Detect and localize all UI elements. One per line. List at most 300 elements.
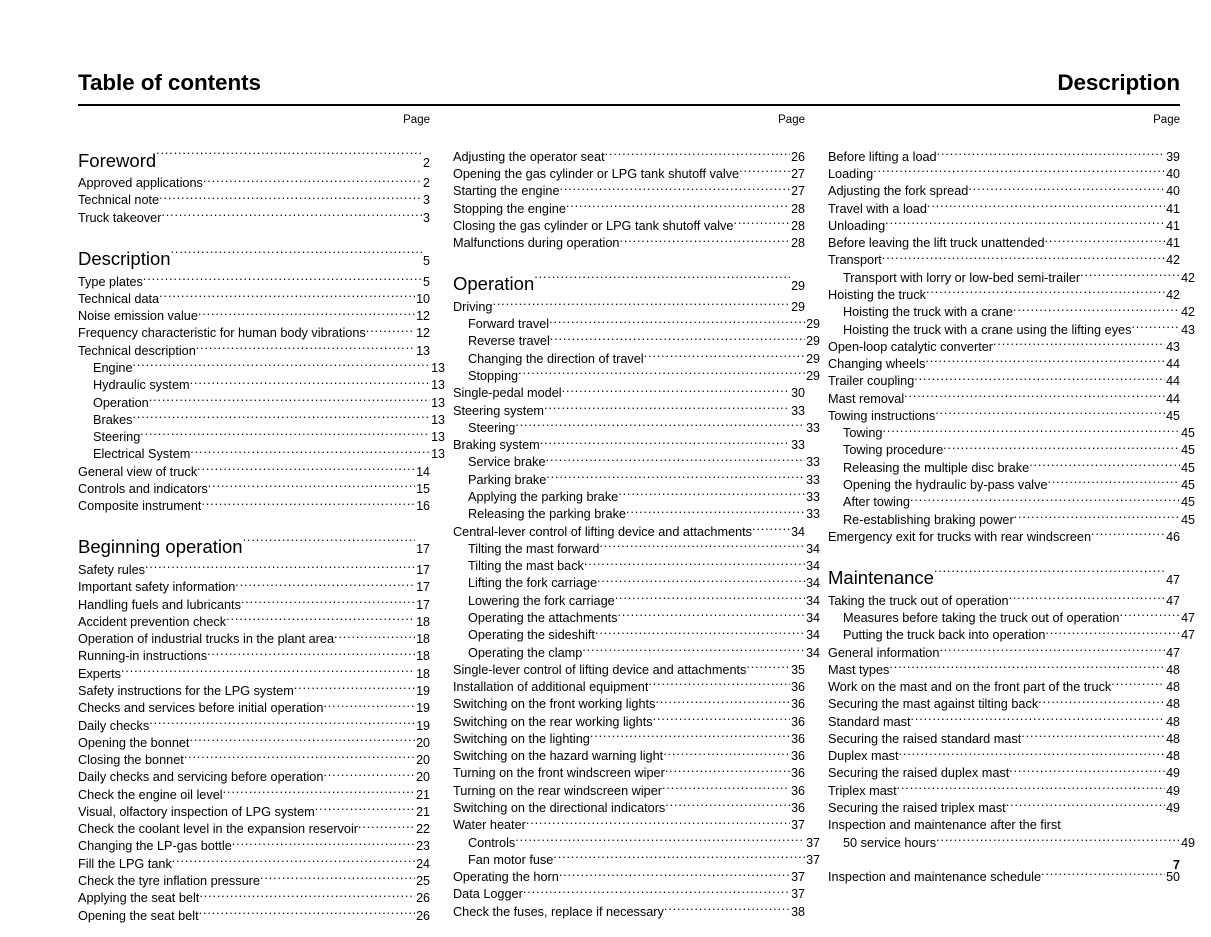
toc-entry[interactable] xyxy=(78,682,430,699)
toc-entry-label: Checks and services before initial operation xyxy=(78,701,324,716)
dot-leader xyxy=(664,903,790,916)
toc-entry-label: Driving xyxy=(453,299,493,314)
toc-entry[interactable] xyxy=(453,217,805,234)
toc-entry-label: After towing xyxy=(843,495,910,510)
toc-entry[interactable] xyxy=(828,459,1195,476)
toc-entry[interactable] xyxy=(78,377,445,394)
toc-entry[interactable] xyxy=(78,175,430,192)
toc-entry-page-number: 29 xyxy=(806,317,820,332)
toc-entry-label: Tilting the mast back xyxy=(468,559,584,574)
toc-entry[interactable] xyxy=(453,782,805,799)
toc-entry-page-number: 33 xyxy=(806,507,820,522)
dot-leader xyxy=(534,272,790,291)
toc-entry[interactable] xyxy=(78,872,430,889)
toc-entry[interactable] xyxy=(78,579,430,596)
toc-entry-label: Installation of additional equipment xyxy=(453,680,649,695)
toc-entry[interactable] xyxy=(828,782,1180,799)
toc-entry-label: Turning on the front windscreen wiper xyxy=(453,766,665,781)
toc-entry[interactable] xyxy=(453,851,820,868)
toc-entry-page-number: 43 xyxy=(1181,322,1195,337)
toc-entry[interactable] xyxy=(453,385,805,402)
dot-leader xyxy=(926,286,1165,299)
toc-entry[interactable] xyxy=(828,442,1195,459)
toc-entry-page-number: 13 xyxy=(431,360,445,375)
toc-entry[interactable] xyxy=(828,338,1180,355)
toc-entry[interactable] xyxy=(828,407,1180,424)
toc-entry[interactable] xyxy=(453,817,805,834)
toc-entry[interactable] xyxy=(453,834,820,851)
toc-entry-label: Adjusting the operator seat xyxy=(453,149,605,164)
toc-entry[interactable] xyxy=(453,298,805,315)
toc-entry-label: Opening the hydraulic by-pass valve xyxy=(843,478,1048,493)
toc-entry[interactable] xyxy=(828,748,1180,765)
dot-leader xyxy=(526,817,790,830)
toc-entry[interactable] xyxy=(828,373,1180,390)
toc-entry-label: Before leaving the lift truck unattended xyxy=(828,236,1045,251)
toc-entry-label: Securing the raised duplex mast xyxy=(828,766,1010,781)
toc-entry-label: Maintenance xyxy=(828,566,934,588)
toc-entry-page-number: 36 xyxy=(791,801,805,816)
dot-leader xyxy=(1029,459,1180,472)
toc-entry-page-number: 45 xyxy=(1181,443,1195,458)
toc-entry[interactable] xyxy=(78,751,430,768)
toc-entry[interactable] xyxy=(828,834,1195,851)
toc-entry[interactable] xyxy=(78,480,430,497)
toc-entry[interactable] xyxy=(453,644,820,661)
toc-entry[interactable] xyxy=(78,855,430,872)
toc-entry-page-number: 27 xyxy=(791,184,805,199)
dot-leader xyxy=(653,713,791,726)
toc-entry[interactable] xyxy=(78,411,445,428)
toc-entry[interactable] xyxy=(453,575,820,592)
toc-entry-page-number: 49 xyxy=(1166,783,1180,798)
toc-entry-page-number: 37 xyxy=(806,852,820,867)
toc-entry-label: Opening the gas cylinder or LPG tank shutoff valve xyxy=(453,166,740,181)
dot-leader xyxy=(1009,592,1166,605)
toc-entry-label: Technical note xyxy=(78,193,160,208)
toc-entry[interactable] xyxy=(828,661,1180,678)
toc-entry[interactable] xyxy=(78,192,430,209)
toc-entry-page-number: 33 xyxy=(791,438,805,453)
footer-page-number: 7 xyxy=(1173,858,1180,872)
toc-entry[interactable] xyxy=(453,592,820,609)
toc-entry-label: Operating the horn xyxy=(453,870,559,885)
toc-entry-label: Safety rules xyxy=(78,562,145,577)
dot-leader xyxy=(172,855,415,868)
dot-leader xyxy=(549,315,805,328)
toc-entry[interactable] xyxy=(78,359,445,376)
toc-section-entry[interactable] xyxy=(78,246,430,273)
toc-entry[interactable] xyxy=(453,661,805,678)
toc-entry-page-number: 27 xyxy=(791,166,805,181)
toc-entry[interactable] xyxy=(453,200,805,217)
toc-entry-page-number: 33 xyxy=(791,403,805,418)
toc-entry[interactable] xyxy=(78,648,430,665)
toc-entry-page-number: 28 xyxy=(791,236,805,251)
toc-entry[interactable] xyxy=(78,463,430,480)
toc-entry-page-number: 29 xyxy=(806,334,820,349)
toc-entry[interactable] xyxy=(78,446,445,463)
toc-entry[interactable] xyxy=(453,506,820,523)
toc-entry[interactable] xyxy=(828,165,1180,182)
dot-leader xyxy=(243,535,416,554)
toc-entry[interactable] xyxy=(828,765,1180,782)
toc-entry-page-number: 37 xyxy=(791,870,805,885)
toc-entry-label: Check the fuses, replace if necessary xyxy=(453,904,664,919)
dot-leader xyxy=(149,394,430,407)
toc-entry-label: Check the coolant level in the expansion reservoir xyxy=(78,822,358,837)
dot-leader xyxy=(540,436,790,449)
toc-entry[interactable] xyxy=(828,696,1180,713)
toc-entry[interactable] xyxy=(828,494,1195,511)
toc-entry-label: Steering xyxy=(468,420,516,435)
toc-entry-page-number: 41 xyxy=(1166,236,1180,251)
toc-entry-page-number: 14 xyxy=(416,464,430,479)
toc-entry-label: Braking system xyxy=(453,438,540,453)
toc-entry[interactable] xyxy=(453,903,805,920)
toc-entry[interactable] xyxy=(78,342,430,359)
toc-entry[interactable] xyxy=(78,596,430,613)
page-column-label: Page xyxy=(1153,114,1180,126)
toc-entry-label: Emergency exit for trucks with rear windscreen xyxy=(828,529,1092,544)
toc-entry-page-number: 12 xyxy=(416,309,430,324)
toc-entry-label: Starting the engine xyxy=(453,184,560,199)
toc-entry[interactable] xyxy=(453,367,820,384)
toc-entry-page-number: 46 xyxy=(1166,529,1180,544)
toc-entry-page-number: 38 xyxy=(791,904,805,919)
toc-entry[interactable] xyxy=(828,217,1180,234)
toc-entry-page-number: 42 xyxy=(1181,270,1195,285)
toc-entry[interactable] xyxy=(453,350,820,367)
toc-entry[interactable] xyxy=(828,355,1180,372)
dot-leader xyxy=(1045,627,1180,640)
dot-leader xyxy=(993,338,1165,351)
dot-leader xyxy=(733,217,790,230)
toc-entry-page-number: 34 xyxy=(806,645,820,660)
toc-entry-page-number: 18 xyxy=(416,632,430,647)
toc-entry[interactable] xyxy=(828,528,1180,545)
toc-entry-label: Engine xyxy=(93,360,133,375)
toc-entry[interactable] xyxy=(828,234,1180,251)
toc-entry[interactable] xyxy=(78,907,430,924)
toc-entry-label: Open-loop catalytic converter xyxy=(828,339,994,354)
toc-entry[interactable] xyxy=(828,592,1180,609)
toc-entry[interactable] xyxy=(453,868,805,885)
toc-entry-page-number: 20 xyxy=(416,770,430,785)
toc-entry-page-number: 17 xyxy=(416,597,430,612)
toc-entry-label: Central-lever control of lifting device and attachments xyxy=(453,524,753,539)
toc-columns xyxy=(78,113,1195,924)
toc-entry-label: Frequency characteristic for human body vibrations xyxy=(78,326,366,341)
toc-entry[interactable] xyxy=(453,557,820,574)
toc-entry[interactable] xyxy=(828,644,1180,661)
toc-entry[interactable] xyxy=(828,321,1195,338)
toc-entry[interactable] xyxy=(453,234,805,251)
dot-leader xyxy=(1038,696,1165,709)
toc-entry-label: Foreword xyxy=(78,149,157,171)
page-column-label: Page xyxy=(778,114,805,126)
toc-entry-page-number: 26 xyxy=(791,149,805,164)
toc-entry-label: Hoisting the truck with a crane using the lifting eyes xyxy=(843,322,1132,337)
page-column-label: Page xyxy=(403,114,430,126)
toc-entry[interactable] xyxy=(78,821,430,838)
toc-entry-label: Closing the bonnet xyxy=(78,753,184,768)
toc-section-entry[interactable] xyxy=(78,535,430,562)
dot-leader xyxy=(566,200,790,213)
dot-leader xyxy=(597,575,805,588)
toc-entry[interactable] xyxy=(828,425,1195,442)
dot-leader xyxy=(546,471,805,484)
dot-leader xyxy=(936,834,1180,847)
toc-entry[interactable] xyxy=(828,730,1180,747)
dot-leader xyxy=(1021,730,1165,743)
toc-entry[interactable] xyxy=(453,471,820,488)
dot-leader xyxy=(323,700,415,713)
toc-entry[interactable] xyxy=(453,696,805,713)
toc-entry-page-number: 13 xyxy=(431,412,445,427)
toc-entry[interactable] xyxy=(78,717,430,734)
toc-entry-page-number: 17 xyxy=(416,542,430,557)
header-divider xyxy=(78,104,1180,106)
toc-entry[interactable] xyxy=(828,390,1180,407)
toc-entry[interactable] xyxy=(453,540,820,557)
toc-entry-page-number: 48 xyxy=(1166,697,1180,712)
toc-entry[interactable] xyxy=(453,627,820,644)
toc-entry[interactable] xyxy=(453,315,820,332)
toc-entry-label: Forward travel xyxy=(468,317,550,332)
toc-entry[interactable] xyxy=(78,700,430,717)
toc-entry-label: Controls xyxy=(468,835,516,850)
toc-entry[interactable] xyxy=(828,713,1180,730)
toc-entry-label: Malfunctions during operation xyxy=(453,236,620,251)
toc-entry[interactable] xyxy=(828,269,1195,286)
toc-entry[interactable] xyxy=(828,286,1180,303)
toc-entry[interactable] xyxy=(78,307,430,324)
dot-leader xyxy=(939,644,1165,657)
toc-entry[interactable] xyxy=(453,523,805,540)
dot-leader xyxy=(203,175,422,188)
toc-entry-page-number: 50 xyxy=(1166,869,1180,884)
toc-entry-label: Standard mast xyxy=(828,714,911,729)
toc-entry[interactable] xyxy=(828,609,1195,626)
toc-entry-label: Safety instructions for the LPG system xyxy=(78,683,294,698)
toc-entry[interactable] xyxy=(453,333,820,350)
toc-entry[interactable] xyxy=(828,511,1195,528)
toc-entry-page-number: 40 xyxy=(1166,184,1180,199)
toc-entry[interactable] xyxy=(78,394,445,411)
toc-entry-page-number: 36 xyxy=(791,766,805,781)
toc-entry-page-number: 49 xyxy=(1166,766,1180,781)
dot-leader xyxy=(935,407,1165,420)
dot-leader xyxy=(927,200,1165,213)
toc-entry-page-number: 44 xyxy=(1166,391,1180,406)
dot-leader xyxy=(665,799,790,812)
toc-entry[interactable] xyxy=(78,803,430,820)
toc-entry[interactable] xyxy=(453,748,805,765)
toc-entry[interactable] xyxy=(828,817,1180,834)
toc-entry-page-number: 41 xyxy=(1166,201,1180,216)
toc-entry-page-number: 45 xyxy=(1181,478,1195,493)
toc-entry-page-number: 18 xyxy=(416,614,430,629)
toc-entry-label: Steering xyxy=(93,430,141,445)
toc-entry[interactable] xyxy=(453,402,805,419)
toc-entry-page-number: 29 xyxy=(791,299,805,314)
toc-entry-page-number: 19 xyxy=(416,718,430,733)
toc-entry[interactable] xyxy=(78,290,430,307)
toc-entry-label: Handling fuels and lubricants xyxy=(78,597,241,612)
toc-entry-label: Applying the parking brake xyxy=(468,489,619,504)
toc-entry-label: Transport with lorry or low-bed semi-trailer xyxy=(843,270,1081,285)
dot-leader xyxy=(560,183,791,196)
toc-entry[interactable] xyxy=(828,148,1180,165)
toc-entry-label: Brakes xyxy=(93,412,133,427)
dot-leader xyxy=(889,661,1165,674)
toc-entry-page-number: 23 xyxy=(416,839,430,854)
toc-entry[interactable] xyxy=(453,678,805,695)
dot-leader xyxy=(199,890,415,903)
dot-leader xyxy=(655,696,790,709)
toc-entry[interactable] xyxy=(453,730,805,747)
toc-entry[interactable] xyxy=(453,148,805,165)
toc-entry[interactable] xyxy=(828,252,1180,269)
toc-entry[interactable] xyxy=(78,890,430,907)
toc-entry[interactable] xyxy=(78,428,445,445)
toc-entry-page-number: 13 xyxy=(431,430,445,445)
toc-entry-label: Stopping the engine xyxy=(453,201,566,216)
toc-entry-page-number: 47 xyxy=(1181,628,1195,643)
toc-entry[interactable] xyxy=(78,838,430,855)
toc-entry-page-number: 29 xyxy=(806,351,820,366)
toc-entry-page-number: 5 xyxy=(423,274,430,289)
toc-entry[interactable] xyxy=(78,325,430,342)
toc-entry[interactable] xyxy=(453,713,805,730)
toc-entry-page-number: 37 xyxy=(806,835,820,850)
toc-entry-label: Running-in instructions xyxy=(78,649,208,664)
toc-entry[interactable] xyxy=(828,627,1195,644)
toc-entry-label: Turning on the rear windscreen wiper xyxy=(453,783,662,798)
dot-leader xyxy=(618,488,805,501)
toc-entry[interactable] xyxy=(78,665,430,682)
toc-entry[interactable] xyxy=(453,765,805,782)
page-title: Table of contents xyxy=(78,70,261,95)
dot-leader xyxy=(159,192,422,205)
toc-entry[interactable] xyxy=(453,609,820,626)
toc-entry-label: Steering system xyxy=(453,403,544,418)
toc-entry-label: Operation xyxy=(93,395,149,410)
dot-leader xyxy=(159,290,415,303)
toc-entry-page-number: 18 xyxy=(416,666,430,681)
toc-entry-label: Technical data xyxy=(78,291,160,306)
toc-entry[interactable] xyxy=(828,304,1195,321)
toc-entry-page-number: 2 xyxy=(423,176,430,191)
toc-entry-label: Fan motor fuse xyxy=(468,852,554,867)
toc-entry-label: Experts xyxy=(78,666,122,681)
dot-leader xyxy=(885,217,1165,230)
toc-entry-label: Electrical System xyxy=(93,447,191,462)
toc-entry-page-number: 36 xyxy=(791,749,805,764)
toc-entry-label: Reverse travel xyxy=(468,334,550,349)
toc-entry[interactable] xyxy=(78,613,430,630)
toc-entry[interactable] xyxy=(828,183,1180,200)
toc-entry-page-number: 25 xyxy=(416,874,430,889)
toc-entry-label: Data Logger xyxy=(453,887,523,902)
toc-entry-label: Operation of industrial trucks in the plant area xyxy=(78,632,335,647)
dot-leader xyxy=(208,480,415,493)
toc-entry[interactable] xyxy=(828,200,1180,217)
toc-entry-label: Visual, olfactory inspection of LPG system xyxy=(78,804,315,819)
toc-entry-label: Switching on the lighting xyxy=(453,731,590,746)
toc-entry-label: Opening the seat belt xyxy=(78,908,199,923)
dot-leader xyxy=(1014,511,1180,524)
toc-entry-label: Inspection and maintenance after the first xyxy=(828,818,1061,833)
dot-leader xyxy=(515,834,805,847)
toc-entry[interactable] xyxy=(453,488,820,505)
toc-entry-page-number: 2 xyxy=(423,155,430,170)
toc-entry-page-number: 13 xyxy=(431,447,445,462)
toc-entry-label: Approved applications xyxy=(78,176,203,191)
toc-entry-page-number: 45 xyxy=(1181,512,1195,527)
dot-leader xyxy=(1080,269,1180,282)
toc-entry-page-number: 42 xyxy=(1166,287,1180,302)
toc-entry[interactable] xyxy=(78,209,430,226)
toc-entry[interactable] xyxy=(453,419,820,436)
toc-entry-page-number: 42 xyxy=(1181,305,1195,320)
toc-entry[interactable] xyxy=(78,561,430,578)
toc-entry[interactable] xyxy=(78,769,430,786)
toc-entry-label: Adjusting the fork spread xyxy=(828,184,969,199)
dot-leader xyxy=(1009,765,1165,778)
toc-entry[interactable] xyxy=(78,273,430,290)
toc-entry[interactable] xyxy=(453,436,805,453)
toc-entry[interactable] xyxy=(453,454,820,471)
toc-section-entry[interactable] xyxy=(453,272,805,299)
toc-entry[interactable] xyxy=(828,678,1180,695)
toc-entry[interactable] xyxy=(828,868,1180,885)
toc-entry[interactable] xyxy=(78,786,430,803)
toc-entry[interactable] xyxy=(453,183,805,200)
toc-entry-page-number: 49 xyxy=(1181,835,1195,850)
toc-entry-page-number: 24 xyxy=(416,856,430,871)
toc-entry[interactable] xyxy=(78,734,430,751)
toc-section-entry[interactable] xyxy=(828,565,1180,592)
toc-entry-label: Composite instrument xyxy=(78,499,202,514)
toc-entry-label: Operating the sideshift xyxy=(468,628,595,643)
dot-leader xyxy=(595,627,805,640)
toc-entry-page-number: 39 xyxy=(1166,149,1180,164)
dot-leader xyxy=(199,907,415,920)
toc-entry[interactable] xyxy=(828,799,1180,816)
toc-entry-page-number: 43 xyxy=(1166,339,1180,354)
toc-entry[interactable] xyxy=(78,630,430,647)
toc-entry-page-number: 47 xyxy=(1166,645,1180,660)
dot-leader xyxy=(584,557,805,570)
dot-leader xyxy=(189,734,415,747)
toc-entry-label: Duplex mast xyxy=(828,749,899,764)
dot-leader xyxy=(121,665,415,678)
dot-leader xyxy=(140,428,430,441)
dot-leader xyxy=(161,209,422,222)
toc-entry-label: Accident prevention check xyxy=(78,614,227,629)
toc-entry[interactable] xyxy=(453,886,805,903)
toc-entry[interactable] xyxy=(453,165,805,182)
toc-entry-label: Securing the raised triplex mast xyxy=(828,801,1006,816)
toc-entry-page-number: 45 xyxy=(1181,426,1195,441)
toc-entry[interactable] xyxy=(453,799,805,816)
toc-section-entry[interactable] xyxy=(78,148,430,175)
toc-entry[interactable] xyxy=(828,476,1195,493)
toc-entry[interactable] xyxy=(78,498,430,515)
dot-leader xyxy=(1091,528,1165,541)
